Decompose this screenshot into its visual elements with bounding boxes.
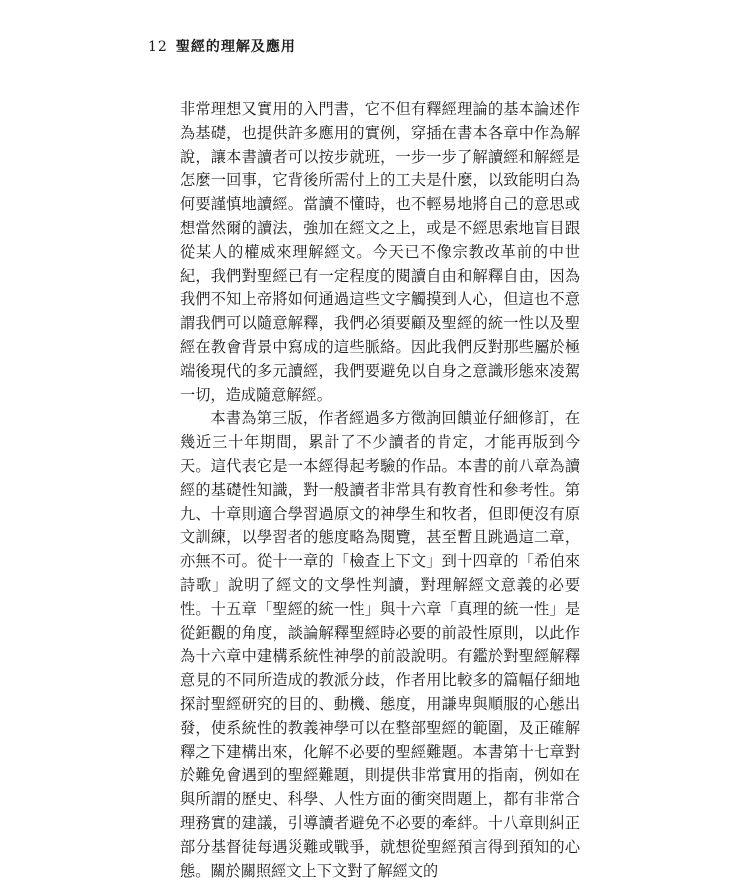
body-text — [180, 98, 580, 883]
paragraph: 非常理想又實用的入門書，它不但有釋經理論的基本論述作為基礎，也提供許多應用的實例，穿插在書本各章中作為解說，讓本書讀者可以按步就班，一步一步了解讀經和解經是怎麼一回事，它背後所需付上的工夫是什麼，以致能明白為何要謹慎地讀經。當讀不懂時，也不輕易地將自己的意思或想當然爾的讀法，強加在經文之上，或是不經思索地盲目跟從某人的權威來理解經文。今天已不像宗教改革前的中世紀，我們對聖經已有一定程度的閱讀自由和解釋自由，因為我們不知上帝將如何通過這些文字觸摸到人心，但這也不意謂我們可以隨意解釋，我們必須要顧及聖經的統一性以及聖經在教會背景中寫成的這些脈絡。因此我們反對那些屬於極端後現代的多元讀經，我們要避免以自身之意識形態來凌駕一切，造成隨意解經。 — [180, 100, 580, 404]
book-title: 聖經的理解及應用 — [175, 39, 296, 55]
page-number: 12 — [148, 39, 168, 55]
paragraph: 本書為第三版，作者經過多方徵詢回饋並仔細修訂，在幾近三十年期間，累計了不少讀者的肯定，才能再版到今天。這代表它是一本經得起考驗的作品。本書的前八章為讀經的基礎性知識，對一般讀者非常具有教育性和參考性。第九、十章則適合學習過原文的神學生和牧者，但即便沒有原文訓練，以學習者的態度略為閱覽，甚至暫且跳過這二章，亦無不可。從十一章的「檢查上下文」到十四章的「希伯來詩歌」說明了經文的文學性判讀，對理解經文意義的必要性。十五章「聖經的統一性」與十六章「真理的統一性」是從鉅觀的角度，談論解釋聖經時必要的前設性原則，以此作為十六章中建構系統性神學的前設說明。有鑑於對聖經解釋意見的不同所造成的教派分歧，作者用比較多的篇幅仔細地探討聖經研究的目的、動機、態度，用謙卑與順服的心態出發，使系統性的教義神學可以在整部聖經的範圍，及正確解釋之下建構出來，化解不必要的聖經難題。本書第十七章對於難免會遇到的聖經難題，則提供非常實用的指南，例如在與所謂的歷史、科學、人性方面的衝突問題上，都有非常合理務實的建議，引導讀者避免不必要的牽絆。十八章則糾正部分基督徒每遇災難或戰爭，就想從聖經預言得到預知的心態。關於關照經文上下文對了解經文的 — [180, 409, 580, 880]
running-header — [148, 36, 296, 56]
